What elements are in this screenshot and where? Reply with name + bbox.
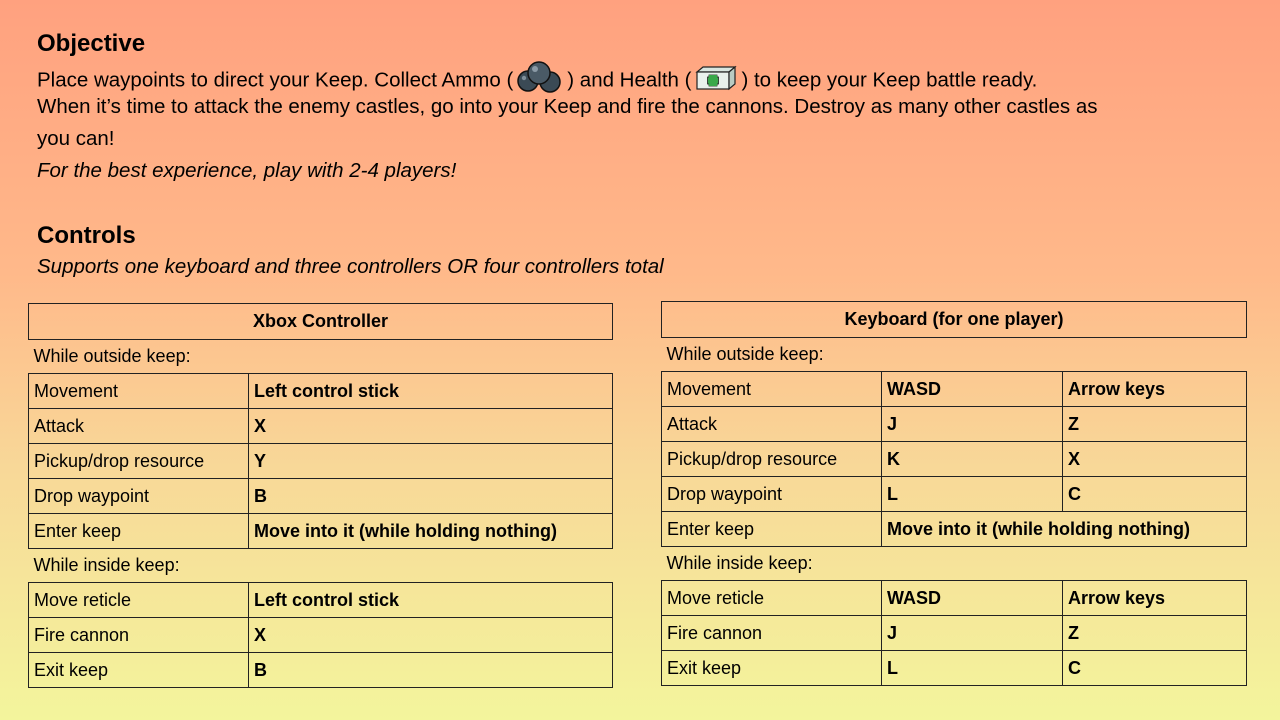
alternate-key: Arrow keys [1063, 372, 1247, 407]
keyboard-outside-label: While outside keep: [662, 338, 1247, 372]
primary-key: K [882, 442, 1063, 477]
key-binding: Move into it (while holding nothing) [249, 514, 613, 549]
objective-line-2: When it’s time to attack the enemy castles, go into your Keep and fire the cannons. Destroy as many other castles as [37, 95, 1098, 118]
table-row [662, 512, 1247, 547]
action-label: Movement [29, 374, 249, 409]
action-label: Enter keep [662, 512, 882, 547]
table-row [662, 581, 1247, 616]
action-label: Attack [662, 407, 882, 442]
table-row [29, 583, 613, 618]
table-row [29, 444, 613, 479]
table-row [29, 653, 613, 688]
action-label: Attack [29, 409, 249, 444]
action-label: Pickup/drop resource [662, 442, 882, 477]
xbox-controls-table [28, 303, 613, 688]
objective-text-b: ) and Health ( [567, 68, 692, 92]
primary-key: WASD [882, 372, 1063, 407]
action-label: Drop waypoint [662, 477, 882, 512]
primary-key: WASD [882, 581, 1063, 616]
table-row [662, 616, 1247, 651]
table-row [662, 442, 1247, 477]
action-label: Exit keep [29, 653, 249, 688]
table-row [662, 651, 1247, 686]
table-row [662, 372, 1247, 407]
key-binding: X [249, 618, 613, 653]
alternate-key: C [1063, 477, 1247, 512]
xbox-outside-label: While outside keep: [29, 340, 613, 374]
primary-key: L [882, 651, 1063, 686]
table-row [29, 514, 613, 549]
action-label: Pickup/drop resource [29, 444, 249, 479]
merged-key-binding: Move into it (while holding nothing) [882, 512, 1247, 547]
key-binding: Left control stick [249, 583, 613, 618]
action-label: Move reticle [29, 583, 249, 618]
primary-key: L [882, 477, 1063, 512]
table-row [29, 409, 613, 444]
primary-key: J [882, 616, 1063, 651]
xbox-inside-label: While inside keep: [29, 549, 613, 583]
table-row [29, 374, 613, 409]
alternate-key: Z [1063, 407, 1247, 442]
objective-tip: For the best experience, play with 2-4 players! [37, 159, 457, 182]
key-binding: B [249, 479, 613, 514]
alternate-key: C [1063, 651, 1247, 686]
table-row [29, 479, 613, 514]
alternate-key: X [1063, 442, 1247, 477]
key-binding: Y [249, 444, 613, 479]
keyboard-table-title: Keyboard (for one player) [662, 302, 1247, 338]
action-label: Move reticle [662, 581, 882, 616]
medkit-icon [693, 64, 739, 98]
key-binding: Left control stick [249, 374, 613, 409]
alternate-key: Arrow keys [1063, 581, 1247, 616]
objective-line-3: you can! [37, 127, 115, 150]
action-label: Enter keep [29, 514, 249, 549]
action-label: Fire cannon [662, 616, 882, 651]
key-binding: B [249, 653, 613, 688]
key-binding: X [249, 409, 613, 444]
action-label: Drop waypoint [29, 479, 249, 514]
xbox-table-title: Xbox Controller [29, 304, 613, 340]
table-row [29, 618, 613, 653]
keyboard-controls-table [661, 301, 1247, 686]
objective-text-a: Place waypoints to direct your Keep. Collect Ammo ( [37, 68, 514, 92]
primary-key: J [882, 407, 1063, 442]
controls-subtitle: Supports one keyboard and three controllers OR four controllers total [37, 255, 664, 278]
keyboard-inside-label: While inside keep: [662, 547, 1247, 581]
action-label: Movement [662, 372, 882, 407]
action-label: Fire cannon [29, 618, 249, 653]
action-label: Exit keep [662, 651, 882, 686]
objective-text-c: ) to keep your Keep battle ready. [741, 68, 1038, 92]
objective-heading: Objective [37, 30, 146, 57]
alternate-key: Z [1063, 616, 1247, 651]
table-row [662, 407, 1247, 442]
controls-heading: Controls [37, 222, 136, 249]
table-row [662, 477, 1247, 512]
